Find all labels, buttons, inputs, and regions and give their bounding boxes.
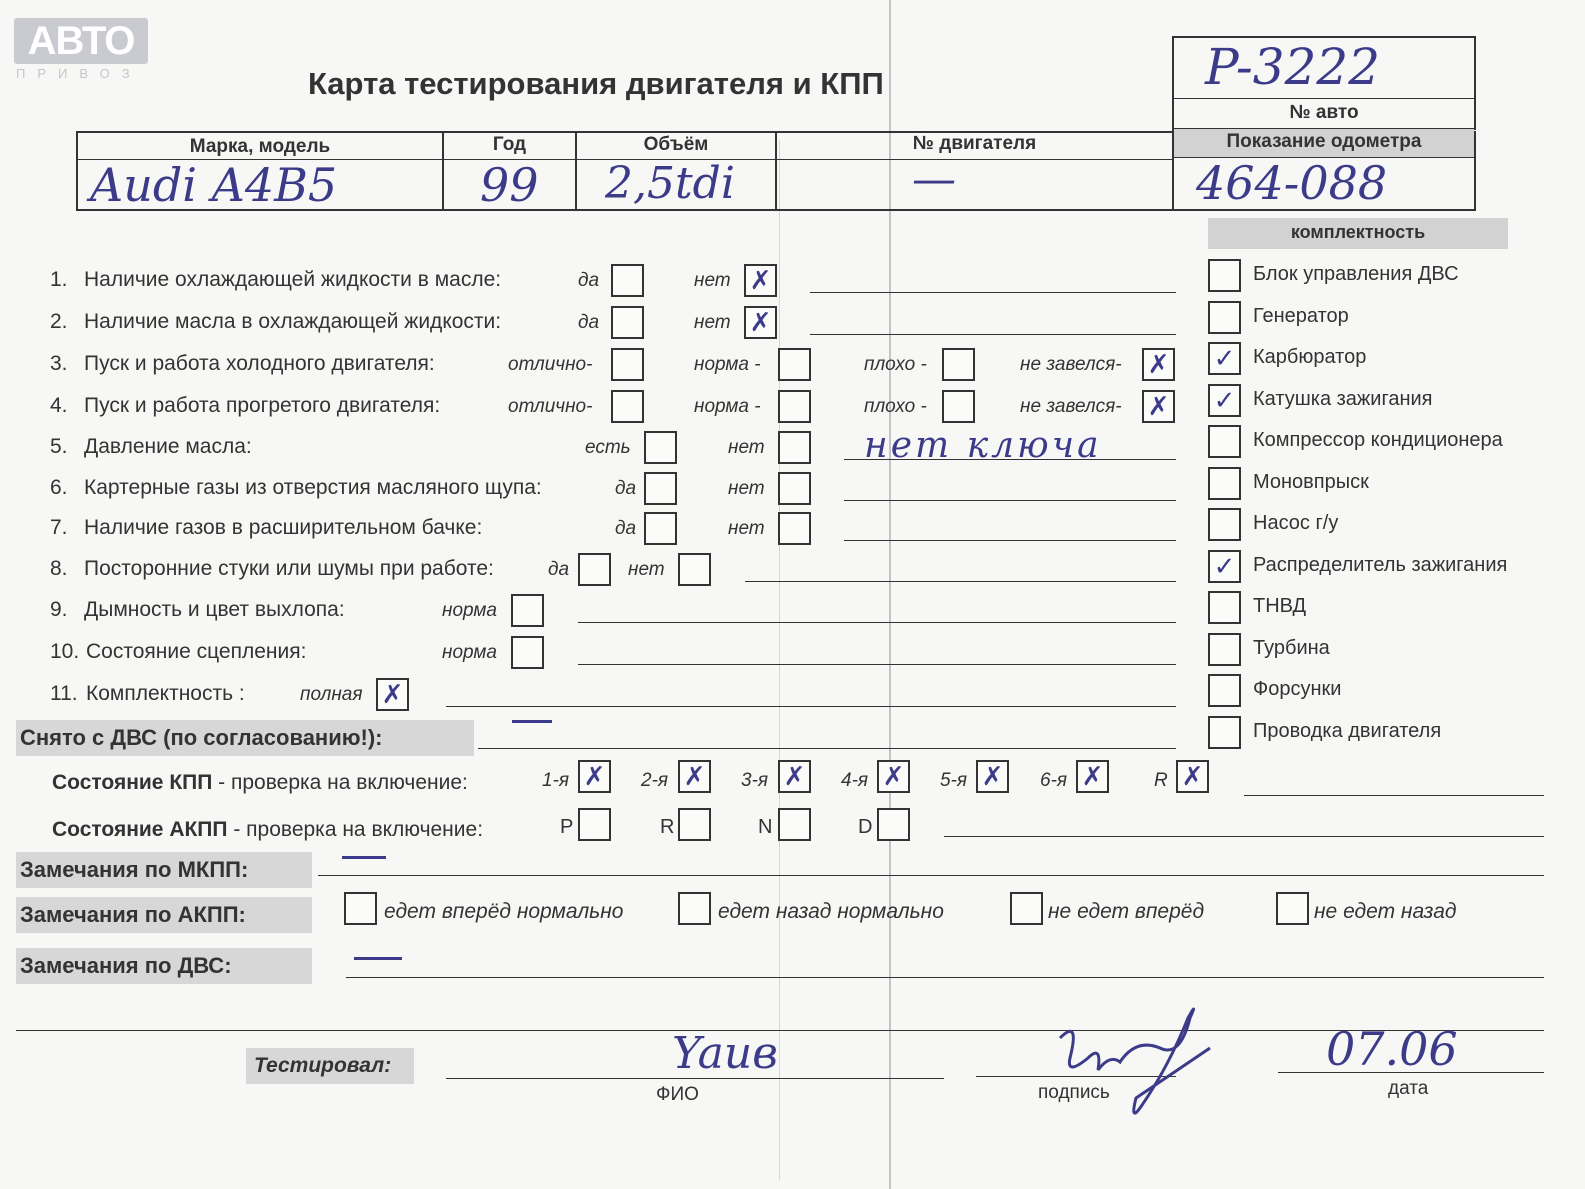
question-number: 11. <box>50 682 78 705</box>
akpp-position-label: P <box>560 816 574 838</box>
option-label: не завелся- <box>1020 396 1122 417</box>
fio-label: ФИО <box>656 1084 699 1105</box>
kit-item-label: Моновпрыск <box>1253 470 1369 493</box>
question-number: 8. <box>50 557 68 580</box>
cross-mark-icon: ✗ <box>683 762 706 792</box>
option-label: да <box>578 312 600 333</box>
volume-label: Объём <box>643 134 709 155</box>
cross-mark-icon: ✗ <box>749 308 772 338</box>
kit-checkbox-10[interactable] <box>1208 674 1241 707</box>
make-model-label: Марка, модель <box>189 136 331 157</box>
kit-item-label: Блок управления ДВС <box>1253 263 1459 285</box>
gear-label: R <box>1154 770 1168 791</box>
option-checkbox[interactable] <box>644 512 677 545</box>
kit-item-label: Распределитель зажигания <box>1253 553 1508 576</box>
kit-checkbox-5[interactable] <box>1208 467 1241 500</box>
option-checkbox[interactable] <box>678 553 711 586</box>
question-text: Комплектность : <box>86 682 245 705</box>
option-checkbox[interactable] <box>1142 390 1175 423</box>
page-title: Карта тестирования двигателя и КПП <box>308 66 884 101</box>
engine-number-label: № двигателя <box>912 133 1037 154</box>
answer-line <box>578 622 1176 623</box>
kit-item-label: ТНВД <box>1253 595 1307 617</box>
option-label: нет <box>728 518 765 539</box>
question-number: 10. <box>50 640 80 663</box>
gear-label: 1-я <box>542 770 570 791</box>
paper-fold-secondary <box>779 140 780 1180</box>
removed-label: Снято с ДВС (по согласованию!): <box>16 720 474 756</box>
option-checkbox[interactable] <box>942 390 975 423</box>
option-checkbox[interactable] <box>611 348 644 381</box>
check-mark-icon: ✓ <box>1213 344 1236 374</box>
option-label: нет <box>694 312 731 333</box>
option-label: нет <box>628 559 665 580</box>
option-checkbox[interactable] <box>511 636 544 669</box>
check-mark-icon: ✓ <box>1213 551 1236 582</box>
kit-item-label: Насос г/у <box>1253 512 1339 534</box>
option-label: да <box>615 478 637 499</box>
option-checkbox[interactable] <box>744 306 777 339</box>
kit-checkbox-3[interactable] <box>1208 384 1241 417</box>
gear-checkbox[interactable] <box>1176 760 1209 793</box>
option-checkbox[interactable] <box>778 390 811 423</box>
cross-mark-icon: ✗ <box>981 762 1004 792</box>
option-label: да <box>578 270 600 291</box>
kit-checkbox-6[interactable] <box>1208 508 1241 541</box>
option-checkbox[interactable] <box>376 678 409 711</box>
question-text: Наличие масла в охлаждающей жидкости: <box>84 310 502 333</box>
option-label: плохо - <box>864 354 927 375</box>
akpp-remark-label: не едет вперёд <box>1048 900 1205 923</box>
answer-line <box>446 706 1176 707</box>
akpp-position-checkbox[interactable] <box>578 808 611 841</box>
question-text: Посторонние стуки или шумы при работе: <box>84 557 494 580</box>
cross-mark-icon: ✗ <box>1147 350 1170 380</box>
year-value: 99 <box>480 158 539 212</box>
akpp-position-checkbox[interactable] <box>877 808 910 841</box>
kit-checkbox-2[interactable] <box>1208 342 1241 375</box>
gear-checkbox[interactable] <box>877 760 910 793</box>
cross-mark-icon: ✗ <box>882 762 905 792</box>
kit-item-label: Генератор <box>1253 304 1349 327</box>
question-text: Наличие газов в расширительном бачке: <box>84 516 483 539</box>
removed-value-dash <box>512 720 552 723</box>
option-label: есть <box>585 437 631 458</box>
auto-number-value: P-3222 <box>1205 38 1381 96</box>
option-checkbox[interactable] <box>778 348 811 381</box>
option-checkbox[interactable] <box>644 431 677 464</box>
auto-number-label: № авто <box>1289 102 1359 123</box>
question-text: Пуск и работа прогретого двигателя: <box>84 394 441 417</box>
option-label: полная <box>300 684 363 705</box>
akpp-remark-checkbox[interactable] <box>344 892 377 925</box>
akpp-label: Состояние АКПП - проверка на включение: <box>52 818 484 841</box>
akpp-remark-label: едет вперёд нормально <box>384 900 624 923</box>
make-model-value: Audi A4B5 <box>90 158 338 212</box>
cross-mark-icon: ✗ <box>583 762 606 792</box>
kit-item-label: Карбюратор <box>1253 346 1367 368</box>
option-checkbox[interactable] <box>744 264 777 297</box>
cross-mark-icon: ✗ <box>749 266 772 296</box>
answer-line <box>844 500 1176 501</box>
kit-item-label: Турбина <box>1253 636 1330 659</box>
answer-line <box>810 292 1176 293</box>
akpp-position-checkbox[interactable] <box>678 808 711 841</box>
cross-mark-icon: ✗ <box>1181 762 1204 792</box>
option-checkbox[interactable] <box>778 512 811 545</box>
akpp-remark-checkbox[interactable] <box>678 892 711 925</box>
gear-checkbox[interactable] <box>1076 760 1109 793</box>
akpp-position-label: R <box>660 816 675 838</box>
tested-label: Тестировал: <box>254 1054 392 1077</box>
gear-checkbox[interactable] <box>976 760 1009 793</box>
mkpp-remarks-label: Замечания по МКПП: <box>16 852 312 888</box>
option-label: плохо - <box>864 396 927 417</box>
option-label: норма - <box>694 354 761 375</box>
akpp-remark-label: не едет назад <box>1314 900 1457 923</box>
kit-checkbox-7[interactable] <box>1208 550 1241 583</box>
kit-item-label: Форсунки <box>1253 678 1342 700</box>
question-number: 2. <box>50 310 68 333</box>
question-number: 1. <box>50 268 68 291</box>
option-checkbox[interactable] <box>511 594 544 627</box>
option-checkbox[interactable] <box>644 472 677 505</box>
question-text: Картерные газы из отверстия масляного щупа: <box>84 476 542 499</box>
gear-checkbox[interactable] <box>678 760 711 793</box>
option-label: нет <box>694 270 731 291</box>
question-number: 7. <box>50 516 68 539</box>
dvs-remarks-label: Замечания по ДВС: <box>16 948 312 984</box>
option-label: норма - <box>694 396 761 417</box>
question-number: 5. <box>50 435 68 458</box>
gear-checkbox[interactable] <box>578 760 611 793</box>
kpp-label: Состояние КПП - проверка на включение: <box>52 771 468 794</box>
kit-checkbox-8[interactable] <box>1208 591 1241 624</box>
logo: АВТО <box>14 18 148 64</box>
akpp-position-label: N <box>758 816 773 838</box>
year-label: Год <box>492 134 527 155</box>
signature-label: подпись <box>1038 1082 1110 1103</box>
answer-line <box>578 664 1176 665</box>
gear-label: 3-я <box>741 770 769 791</box>
question-text: Наличие охлаждающей жидкости в масле: <box>84 268 502 291</box>
cross-mark-icon: ✗ <box>783 762 806 792</box>
question-text: Давление масла: <box>84 435 252 458</box>
question-number: 4. <box>50 394 68 417</box>
question-number: 9. <box>50 598 68 621</box>
kit-item-label: Проводка двигателя <box>1253 719 1442 742</box>
kit-checkbox-1[interactable] <box>1208 301 1241 334</box>
question-text: Состояние сцепления: <box>86 640 307 663</box>
logo-subtitle: ПРИВОЗ <box>16 66 142 81</box>
date-value: 07.06 <box>1326 1022 1458 1076</box>
gear-label: 6-я <box>1040 770 1068 791</box>
akpp-position-label: D <box>858 816 873 838</box>
cross-mark-icon: ✗ <box>381 680 404 710</box>
akpp-remark-label: едет назад нормально <box>718 900 944 923</box>
gear-label: 4-я <box>841 770 869 791</box>
option-checkbox[interactable] <box>611 306 644 339</box>
fio-value: Yaив <box>672 1028 778 1079</box>
option-label: нет <box>728 437 765 458</box>
dvs-remarks-dash <box>354 957 402 960</box>
gear-checkbox[interactable] <box>778 760 811 793</box>
question-number: 6. <box>50 476 68 499</box>
question-text: Пуск и работа холодного двигателя: <box>84 352 435 375</box>
kit-checkbox-0[interactable] <box>1208 259 1241 292</box>
signature-image <box>1040 998 1220 1128</box>
kit-checkbox-11[interactable] <box>1208 716 1241 749</box>
cross-mark-icon: ✗ <box>1147 392 1170 422</box>
option-checkbox[interactable] <box>611 390 644 423</box>
option-checkbox[interactable] <box>611 264 644 297</box>
kit-checkbox-4[interactable] <box>1208 425 1241 458</box>
engine-number-value: — <box>912 154 956 205</box>
option-label: да <box>615 518 637 539</box>
akpp-remark-checkbox[interactable] <box>1010 892 1043 925</box>
gear-label: 5-я <box>940 770 968 791</box>
option-checkbox[interactable] <box>778 472 811 505</box>
option-label: нет <box>728 478 765 499</box>
option-label: отлично- <box>508 354 593 375</box>
akpp-remarks-label: Замечания по АКПП: <box>16 897 312 933</box>
option-label: норма <box>442 642 497 663</box>
odometer-label: Показание одометра <box>1226 131 1422 152</box>
akpp-remark-checkbox[interactable] <box>1276 892 1309 925</box>
cross-mark-icon: ✗ <box>1081 762 1104 792</box>
option-checkbox[interactable] <box>1142 348 1175 381</box>
kit-title: комплектность <box>1290 222 1426 242</box>
odometer-value: 464-088 <box>1196 156 1388 210</box>
option-checkbox[interactable] <box>778 431 811 464</box>
kit-item-label: Катушка зажигания <box>1253 387 1433 410</box>
option-checkbox[interactable] <box>578 553 611 586</box>
answer-line <box>745 581 1176 582</box>
gear-label: 2-я <box>641 770 669 791</box>
date-label: дата <box>1388 1078 1429 1099</box>
option-label: не завелся- <box>1020 354 1122 375</box>
option-label: да <box>548 559 570 580</box>
answer-line <box>810 334 1176 335</box>
volume-value: 2,5tdi <box>605 158 735 209</box>
option-checkbox[interactable] <box>942 348 975 381</box>
answer-line <box>844 540 1176 541</box>
check-mark-icon: ✓ <box>1213 385 1236 416</box>
kit-item-label: Компрессор кондиционера <box>1253 429 1503 451</box>
kit-checkbox-9[interactable] <box>1208 633 1241 666</box>
question-text: Дымность и цвет выхлопа: <box>84 598 345 621</box>
question-number: 3. <box>50 352 68 375</box>
mkpp-remarks-dash <box>342 856 386 859</box>
akpp-position-checkbox[interactable] <box>778 808 811 841</box>
oil-pressure-note: нет ключа <box>864 425 1102 466</box>
option-label: отлично- <box>508 396 593 417</box>
option-label: норма <box>442 600 497 621</box>
